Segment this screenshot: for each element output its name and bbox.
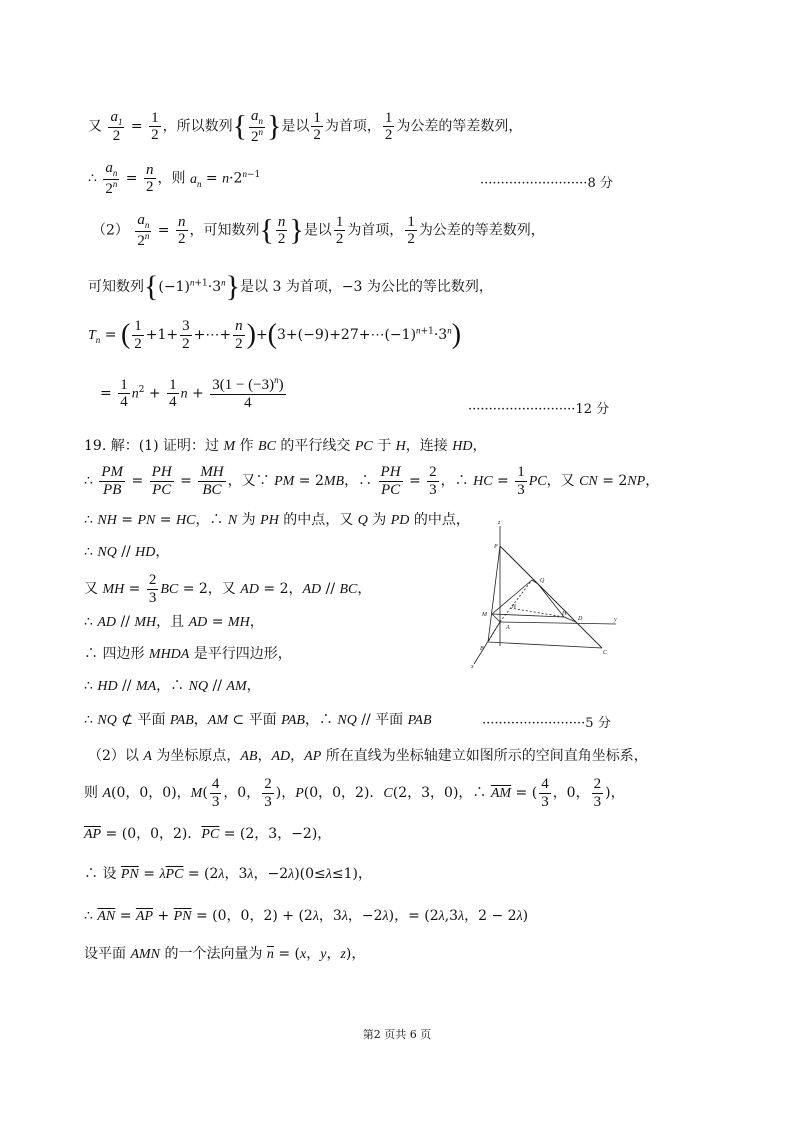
line-9: ∴ NH = PN = HC，∴ N 为 PH 的中点，又 Q 为 PD 的中点，: [84, 512, 470, 528]
label-z: z: [498, 520, 501, 526]
line-1: 又 $\frac{a_1}{2}$ = $\frac{1}{2}$ ，所以数列{ $\frac{a_n}{2^n}$ }是以 $\frac{1}{2}$ 为首项， $\frac{1}{2}$ 为公差的等差数列，: [88, 108, 523, 145]
edge-hd: [564, 617, 576, 622]
label-x: x: [471, 664, 474, 670]
line-3: （2） $\frac{a_n}{2^n}$ = $\frac{n}{2}$ ，可知数列{ $\frac{n}{2}$ }是以 $\frac{1}{2}$ 为首项， $\frac{1}{2}$ 为公差的等差数列，: [92, 212, 545, 249]
label-b: B: [480, 646, 484, 652]
line-19: ∴ 设 $\overline{PN} = \lambda\overline{PC} = (2\lambda$，3λ，−2λ)(0≤λ≤1)，: [84, 866, 372, 882]
score-12: ··························12 分: [468, 402, 610, 417]
edge-ma: [492, 614, 500, 622]
label-q: Q: [540, 578, 545, 584]
line-12: ∴ AD // MH，且 AD = MH，: [84, 614, 264, 630]
line-11: 又 MH = $\frac{2}{3}$ BC = 2，又 AD = 2，AD // BC，: [84, 572, 372, 606]
score-8: ··························8 分: [480, 176, 613, 191]
x-axis: [474, 622, 500, 664]
line-8: ∴ $\frac{PM}{PB}$ = $\frac{PH}{PC}$ = $\frac{MH}{BC}$ ，又∵ PM = 2MB，∴ $\frac{PH}{PC}$ = $\frac{2}{3}$ ，∴ HC = $\frac{1}{3}$ PC，又 CN = 2NP，: [84, 464, 660, 498]
line-10: ∴ NQ // HD，: [84, 544, 170, 560]
line-15: ∴ NQ ⊄ 平面 PAB，AM ⊂ 平面 PAB，∴ NQ // 平面 PAB: [84, 712, 432, 728]
line-21: 设平面 AMN 的一个法向量为 $\overline{n} = (x$，y，z)，: [84, 946, 366, 962]
line-5: $T_n$ = ( $\frac{1}{2}$ +1+ $\frac{3}{2}$ +⋯+ $\frac{n}{2}$ )$+(3+(-9)+27+\cdots(-1)^{n+1}\cdot 3^n)$: [88, 318, 462, 352]
label-y: y: [614, 617, 617, 623]
line-2: ∴ $\frac{a_n}{2^n}$ = $\frac{n}{2}$ ，则 $a_n = n\cdot 2^{n-1}$: [88, 160, 261, 197]
label-p: P: [494, 544, 498, 550]
coordinate-figure: [466, 518, 626, 670]
label-d: D: [578, 616, 583, 622]
label-h: H: [562, 611, 567, 617]
line-13: ∴ 四边形 MHDA 是平行四边形，: [84, 646, 292, 662]
line-16: （2）以 A 为坐标原点，AB，AD，AP 所在直线为坐标轴建立如图所示的空间直角坐标系，: [88, 748, 648, 764]
label-a: A: [506, 625, 510, 631]
line-18: $\overline{AP} = (0$，0，2)．$\overline{PC} = (2$，3，−2)，: [84, 826, 332, 842]
edge-mh: [492, 614, 564, 617]
label-m: M: [482, 612, 487, 618]
edge-qh: [538, 584, 564, 617]
line-20: ∴ $\overline{AN} = \overline{AP} + \overline{PN} = (0$，0，2) + (2λ，3λ，−2λ)，= (2λ,3λ，2 − 2λ): [84, 908, 529, 924]
line-17: 则 A(0，0，0)，M( $\frac{4}{3}$ ，0， $\frac{2}{3}$ )，P(0，0，2)．C(2，3，0)，∴ $\overline{AM}$ = ( $\frac{4}{3}$ ，0， $\frac{2}{3}$ )，: [84, 776, 625, 810]
line-4: 可知数列$\{(-1)^{n+1}\cdot 3^n\}$是以 3 为首项，−3 为公比的等比数列，: [88, 270, 493, 303]
label-n: N: [512, 604, 517, 610]
line-6: = $\frac{1}{4}$ $n^2$ + $\frac{1}{4}$ n + $\frac{3(1 - (-3)^n)}{4}$: [100, 375, 284, 411]
edge-pb: [488, 546, 500, 642]
score-5: ·························5 分: [482, 716, 611, 731]
label-c: C: [603, 650, 608, 656]
page-footer: 第2 页共 6 页: [362, 1028, 432, 1041]
line-14: ∴ HD // MA，∴ NQ // AM，: [84, 678, 261, 694]
line-7: 19. 解：(1) 证明：过 M 作 BC 的平行线交 PC 于 H，连接 HD，: [84, 438, 487, 454]
edge-bc: [488, 642, 602, 648]
y-axis: [500, 622, 616, 624]
